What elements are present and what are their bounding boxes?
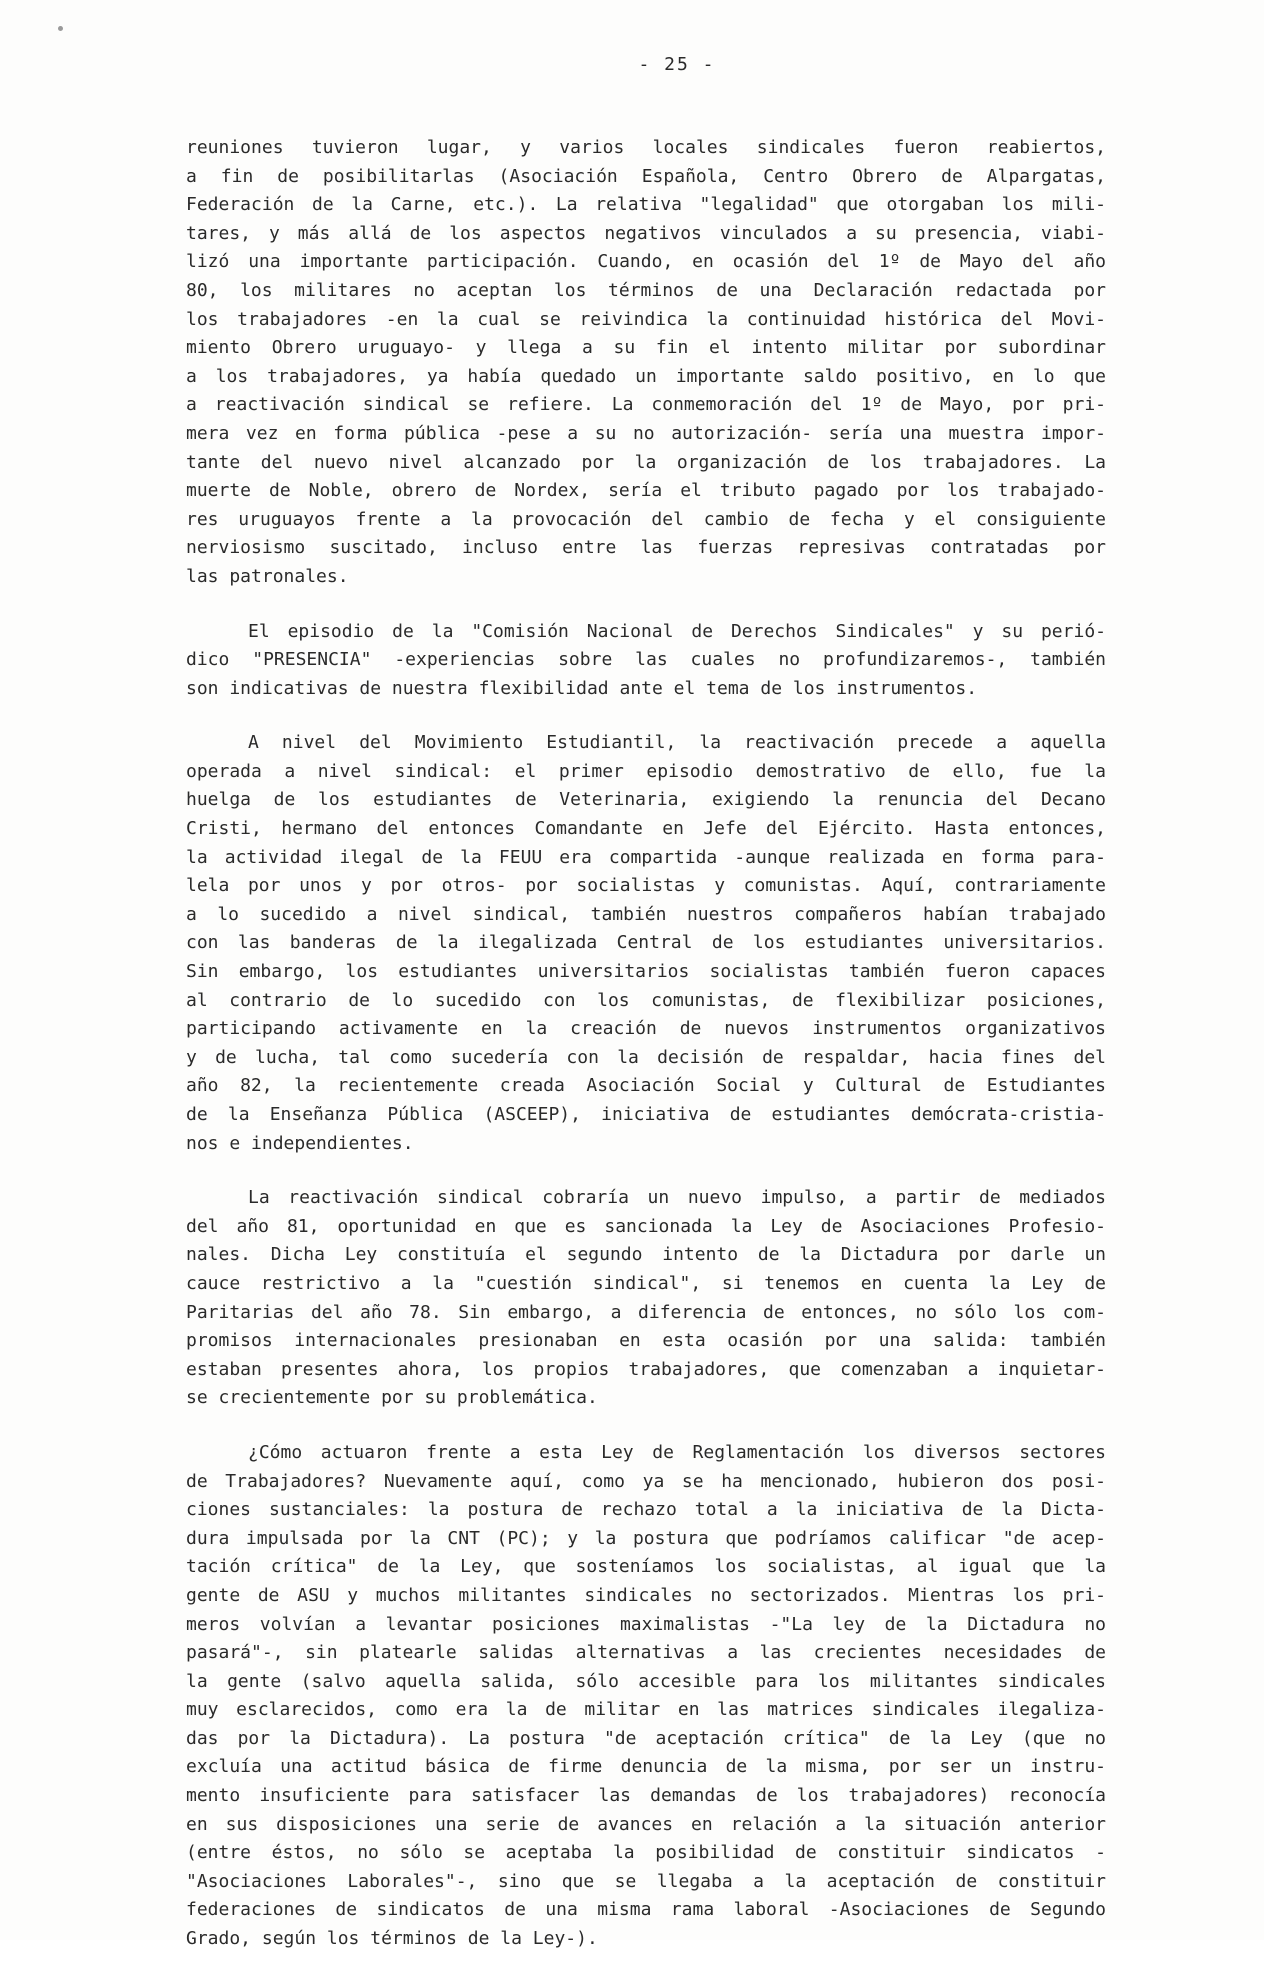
- text-line: del año 81, oportunidad en que es sancionada la Ley de Asociaciones Profesio-: [186, 1215, 1106, 1237]
- paragraph-4: [186, 1184, 1106, 1413]
- text-line: huelga de los estudiantes de Veterinaria, exigiendo la renuncia del Decano: [186, 789, 1106, 811]
- text-line: promisos internacionales presionaban en esta ocasión por una salida: también: [186, 1330, 1106, 1352]
- text-line: cauce restrictivo a la "cuestión sindical", si tenemos en cuenta la Ley de: [186, 1272, 1106, 1294]
- text-line: ciones sustanciales: la postura de rechazo total a la iniciativa de la Dicta-: [186, 1499, 1106, 1521]
- text-line: año 82, la recientemente creada Asociación Social y Cultural de Estudiantes: [186, 1075, 1106, 1097]
- text-line: gente de ASU y muchos militantes sindicales no sectorizados. Mientras los pri-: [186, 1584, 1106, 1606]
- paragraph-5: [186, 1439, 1106, 1954]
- text-line: meros volvían a levantar posiciones maximalistas -"La ley de la Dictadura no: [186, 1613, 1106, 1635]
- text-line: reuniones tuvieron lugar, y varios locales sindicales fueron reabiertos,: [186, 137, 1106, 158]
- text-line: nales. Dicha Ley constituía el segundo intento de la Dictadura por darle un: [186, 1244, 1106, 1266]
- text-line: son indicativas de nuestra flexibilidad ante el tema de los instrumentos.: [186, 677, 978, 699]
- text-line: federaciones de sindicatos de una misma rama laboral -Asociaciones de Segundo: [186, 1899, 1106, 1921]
- text-line: a fin de posibilitarlas (Asociación Española, Centro Obrero de Alpargatas,: [186, 165, 1106, 187]
- text-line: lela por unos y por otros- por socialistas y comunistas. Aquí, contrariamente: [186, 875, 1106, 897]
- text-line: a reactivación sindical se refiere. La conmemoración del 1º de Mayo, por pri-: [186, 394, 1106, 416]
- text-line: muerte de Noble, obrero de Nordex, sería el tributo pagado por los trabajado-: [186, 480, 1106, 502]
- text-line: lizó una importante participación. Cuando, en ocasión del 1º de Mayo del año: [186, 251, 1106, 273]
- paragraph-2: [186, 618, 1106, 704]
- text-line: (entre éstos, no sólo se aceptaba la posibilidad de constituir sindicatos -: [186, 1842, 1106, 1864]
- text-line: res uruguayos frente a la provocación del cambio de fecha y el consiguiente: [186, 508, 1106, 530]
- text-line: nos e independientes.: [186, 1132, 414, 1154]
- text-line: la actividad ilegal de la FEUU era compartida -aunque realizada en forma para-: [186, 846, 1106, 868]
- text-line: 80, los militares no aceptan los términos de una Declaración redactada por: [186, 279, 1106, 301]
- text-line: a los trabajadores, ya había quedado un importante saldo positivo, en lo que: [186, 365, 1106, 387]
- text-line: y de lucha, tal como sucedería con la decisión de respaldar, hacia fines del: [186, 1046, 1106, 1068]
- text-line: estaban presentes ahora, los propios trabajadores, que comenzaban a inquietar-: [186, 1358, 1106, 1380]
- text-line: Cristi, hermano del entonces Comandante en Jefe del Ejército. Hasta entonces,: [186, 818, 1106, 840]
- text-line: tación crítica" de la Ley, que sosteníamos los socialistas, al igual que la: [186, 1556, 1106, 1578]
- text-line: tante del nuevo nivel alcanzado por la organización de los trabajadores. La: [186, 451, 1106, 473]
- text-line: Sin embargo, los estudiantes universitarios socialistas también fueron capaces: [186, 961, 1106, 983]
- page-number: - 25 -: [638, 54, 716, 75]
- text-line: dico "PRESENCIA" -experiencias sobre las cuales no profundizaremos-, también: [186, 649, 1106, 671]
- body-text: [186, 134, 1106, 1980]
- text-line: los trabajadores -en la cual se reivindica la continuidad histórica del Movi-: [186, 308, 1106, 330]
- text-line: Grado, según los términos de la Ley-).: [186, 1928, 598, 1950]
- text-line: dura impulsada por la CNT (PC); y la postura que podríamos calificar "de acep-: [186, 1527, 1106, 1549]
- text-line: pasará"-, sin platearle salidas alternativas a las crecientes necesidades de: [186, 1642, 1106, 1664]
- scan-speck: [58, 26, 63, 31]
- text-line: "Asociaciones Laborales"-, sino que se llegaba a la aceptación de constituir: [186, 1870, 1106, 1892]
- text-line: la gente (salvo aquella salida, sólo accesible para los militantes sindicales: [186, 1670, 1106, 1692]
- text-line: A nivel del Movimiento Estudiantil, la reactivación precede a aquella: [248, 732, 1106, 754]
- paragraph-3: [186, 729, 1106, 1158]
- text-line: El episodio de la "Comisión Nacional de Derechos Sindicales" y su perió-: [248, 620, 1106, 642]
- text-line: al contrario de lo sucedido con los comunistas, de flexibilizar posiciones,: [186, 989, 1106, 1011]
- text-line: excluía una actitud básica de firme denuncia de la misma, por ser un instru-: [186, 1756, 1106, 1778]
- text-line: a lo sucedido a nivel sindical, también nuestros compañeros habían trabajado: [186, 903, 1106, 925]
- text-line: nerviosismo suscitado, incluso entre las fuerzas represivas contratadas por: [186, 537, 1106, 559]
- text-line: miento Obrero uruguayo- y llega a su fin el intento militar por subordinar: [186, 337, 1106, 359]
- text-line: das por la Dictadura). La postura "de aceptación crítica" de la Ley (que no: [186, 1727, 1106, 1749]
- text-line: las patronales.: [186, 565, 349, 587]
- text-line: de la Enseñanza Pública (ASCEEP), iniciativa de estudiantes demócrata-cristia-: [186, 1104, 1106, 1125]
- text-line: muy esclarecidos, como era la de militar en las matrices sindicales ilegaliza-: [186, 1699, 1106, 1721]
- text-line: ¿Cómo actuaron frente a esta Ley de Reglamentación los diversos sectores: [248, 1441, 1106, 1463]
- text-line: se crecientemente por su problemática.: [186, 1387, 598, 1409]
- text-line: de Trabajadores? Nuevamente aquí, como ya se ha mencionado, hubieron dos posi-: [186, 1470, 1106, 1492]
- text-line: La reactivación sindical cobraría un nuevo impulso, a partir de mediados: [248, 1187, 1106, 1209]
- text-line: con las banderas de la ilegalizada Central de los estudiantes universitarios.: [186, 932, 1106, 954]
- text-line: Paritarias del año 78. Sin embargo, a diferencia de entonces, no sólo los com-: [186, 1301, 1106, 1323]
- text-line: en sus disposiciones una serie de avances en relación a la situación anterior: [186, 1813, 1106, 1835]
- paragraph-1: [186, 134, 1106, 592]
- text-line: tares, y más allá de los aspectos negativos vinculados a su presencia, viabi-: [186, 222, 1106, 244]
- text-line: mera vez en forma pública -pese a su no autorización- sería una muestra impor-: [186, 422, 1106, 444]
- text-line: mento insuficiente para satisfacer las demandas de los trabajadores) reconocía: [186, 1785, 1106, 1807]
- text-line: Federación de la Carne, etc.). La relativa "legalidad" que otorgaban los mili-: [186, 194, 1106, 216]
- text-line: operada a nivel sindical: el primer episodio demostrativo de ello, fue la: [186, 760, 1106, 782]
- text-line: participando activamente en la creación de nuevos instrumentos organizativos: [186, 1018, 1106, 1040]
